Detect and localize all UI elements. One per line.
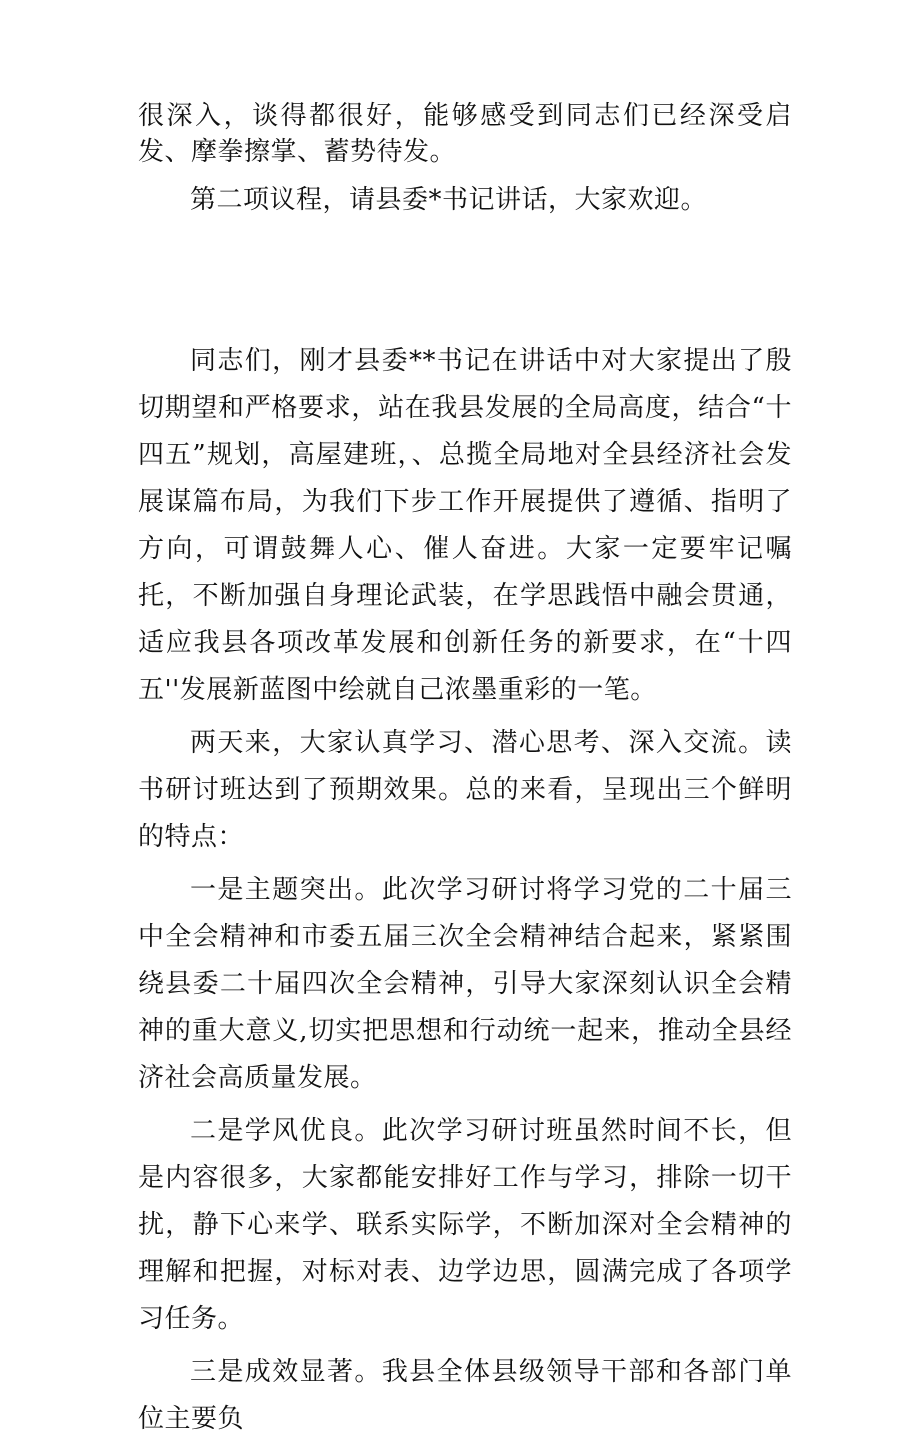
paragraph-summary: 两天来，大家认真学习、潜心思考、深入交流。读书研讨班达到了预期效果。总的来看，呈现出三个鲜明的特点： (138, 728, 792, 852)
paragraph-point-one: 一是主题突出。此次学习研讨将学习党的二十届三中全会精神和市委五届三次全会精神结合起来，紧紧围绕县委二十届四次全会精神，引导大家深刻认识全会精神的重大意义,切实把思想和行动统一起来，推动全县经济社会高质量发展。 (138, 875, 792, 1093)
paragraph-point-two: 二是学风优良。此次学习研讨班虽然时间不长，但是内容很多，大家都能安排好工作与学习，排除一切干扰，静下心来学、联系实际学，不断加深对全会精神的理解和把握，对标对表、边学边思，圆满完成了各项学习任务。 (138, 1116, 792, 1334)
paragraph-continuation: 很深入，谈得都很好，能够感受到同志们已经深受启发、摩拳擦掌、蓄势待发。 (138, 101, 792, 167)
main-section (138, 338, 792, 1443)
paragraph-opening-remarks: 同志们，刚才县委**书记在讲话中对大家提出了殷切期望和严格要求，站在我县发展的全局高度，结合“十四五”规划，高屋建班，、总揽全局地对全县经济社会发展谋篇布局，为我们下步工作开展提供了遵循、指明了方向，可谓鼓舞人心、催人奋进。大家一定要牢记嘱托，不断加强自身理论武装，在学思践悟中融会贯通，适应我县各项改革发展和创新任务的新要求，在“十四五''发展新蓝图中绘就自己浓墨重彩的一笔。 (138, 346, 792, 705)
top-section (138, 98, 792, 218)
document-body (138, 98, 792, 1443)
paragraph-point-three: 三是成效显著。我县全体县级领导干部和各部门单位主要负 (138, 1357, 792, 1434)
paragraph-agenda-item: 第二项议程，请县委*书记讲话，大家欢迎。 (190, 185, 708, 215)
